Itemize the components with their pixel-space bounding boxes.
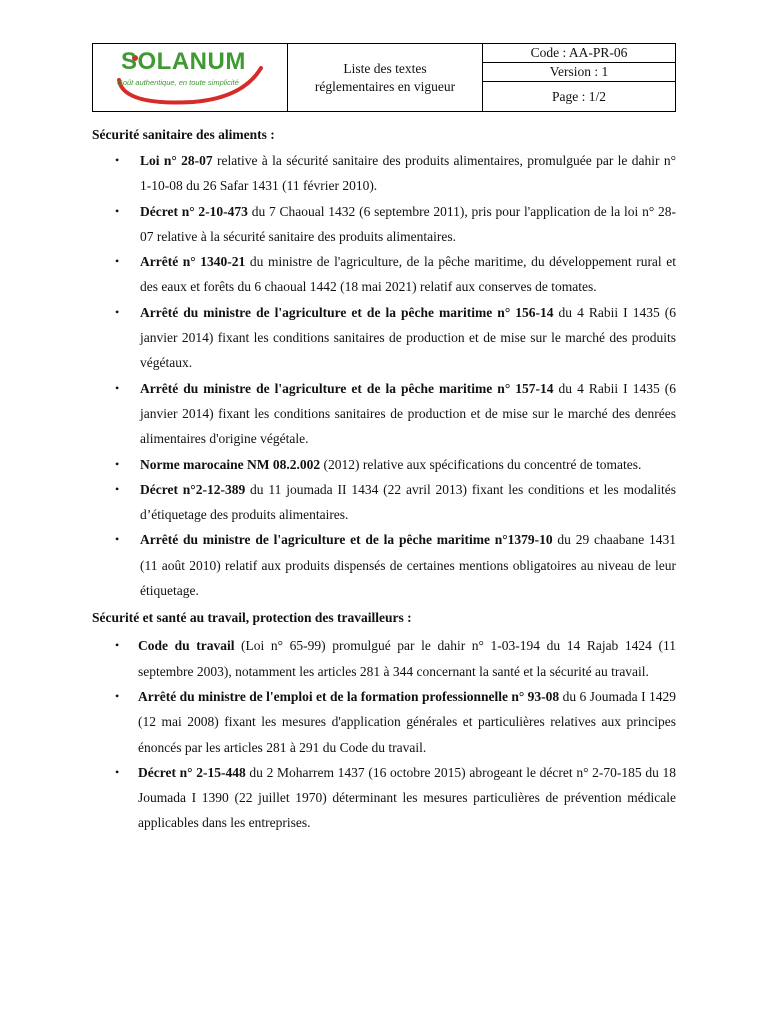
reference-title: Arrêté n° 1340-21 [140,254,246,270]
document-meta [483,44,675,111]
section-heading-work-safety: Sécurité et santé au travail, protection des travailleurs : [92,610,412,626]
reference-title: Décret n° 2-15-448 [138,764,246,780]
reference-description: (Loi n° 65-99) promulgué par le dahir n° 1-03-194 du 14 Rajab 1424 (11 septembre 2003), notamment les articles 281 à 344 concernant la santé et la sécurité au travail. [138,638,676,679]
bullet-icon: • [115,203,120,218]
list-item [92,148,676,199]
list-item [92,249,676,300]
bullet-icon: • [115,638,120,653]
title-line-2: réglementaires en vigueur [314,78,456,94]
reference-title: Décret n°2-12-389 [140,481,246,497]
logo-brand: SOLANUM [121,48,246,75]
reference-description: du 7 Chaoual 1432 (6 septembre 2011), pris pour l'application de la loi n° 28-07 relative à la sécurité sanitaire des produits alimentaires. [140,203,676,244]
reference-description: (2012) relative aux spécifications du concentré de tomates. [320,456,642,472]
list-item [92,199,676,250]
bullet-icon: • [115,764,120,779]
reference-title: Décret n° 2-10-473 [140,203,248,219]
reference-description: du ministre de l'agriculture, de la pêche maritime, du développement rural et des eaux et forêts du 6 chaoual 1442 (18 mai 2021) relatif aux conserves de tomates. [140,254,676,295]
reference-description: du 4 Rabii I 1435 (6 janvier 2014) fixant les conditions sanitaires de production et de mise sur le marché des produits végétaux. [140,304,676,371]
bullet-icon: • [115,153,120,167]
bullet-icon: • [115,481,120,496]
food-safety-list [92,148,676,603]
doc-version: Version : 1 [483,63,675,82]
document-header [92,43,676,112]
reference-title: Code du travail [138,638,235,654]
document-title [288,44,483,111]
list-item [92,477,676,528]
list-item [92,760,676,836]
list-item [92,684,676,760]
reference-title: Arrêté du ministre de l'agriculture et de la pêche maritime n°1379-10 [140,532,553,548]
bullet-icon: • [115,380,120,395]
bullet-icon: • [115,532,120,547]
document-body [92,122,676,836]
logo-tagline: Goût authentique, en toute simplicité [117,78,239,87]
reference-title: Arrêté du ministre de l'agriculture et de la pêche maritime n° 157-14 [140,380,554,396]
list-item [92,527,676,603]
reference-description: du 29 chaabane 1431 (11 août 2010) relatif aux produits dispensés de certaines mentions obligatoires au niveau de leur étiquetage. [140,532,676,599]
bullet-icon: • [115,254,120,269]
reference-description: du 11 joumada II 1434 (22 avril 2013) fixant les conditions et les modalités d’étiquetage des produits alimentaires. [140,481,676,523]
bullet-icon: • [115,304,120,319]
logo-cell [93,44,288,111]
doc-code: Code : AA-PR-06 [483,44,675,63]
bullet-icon: • [115,456,120,471]
reference-description: du 6 Joumada I 1429 (12 mai 2008) fixant les mesures d'application générales et particulières relatives aux principes énoncés par les articles 281 à 291 du Code du travail. [138,688,677,755]
work-safety-list [92,633,676,835]
bullet-icon: • [115,688,120,703]
title-line-1: Liste des textes [343,60,427,76]
reference-description: du 4 Rabii I 1435 (6 janvier 2014) fixant les conditions sanitaires de production et de mise sur le marché des denrées alimentaires d'origine végétale. [140,380,676,447]
reference-description: relative à la sécurité sanitaire des produits alimentaires, promulguée par le dahir n° 1-10-08 du 26 Safar 1431 (11 février 2010). [140,153,676,194]
reference-title: Arrêté du ministre de l'emploi et de la formation professionnelle n° 93-08 [138,688,560,704]
reference-title: Arrêté du ministre de l'agriculture et de la pêche maritime n° 156-14 [140,304,554,320]
reference-title: Norme marocaine NM 08.2.002 [140,456,321,472]
list-item [92,300,676,376]
section-heading-food-safety: Sécurité sanitaire des aliments : [92,127,275,142]
list-item [92,376,676,452]
reference-description: du 2 Moharrem 1437 (16 octobre 2015) abrogeant le décret n° 2-70-185 du 18 Joumada I 1390 (22 juillet 1970) déterminant les mesures particulières de prévention médicale applicables dans les entreprises. [138,764,677,831]
list-item [92,633,676,684]
list-item [92,452,676,477]
reference-title: Loi n° 28-07 [140,153,213,168]
doc-page: Page : 1/2 [552,88,606,104]
